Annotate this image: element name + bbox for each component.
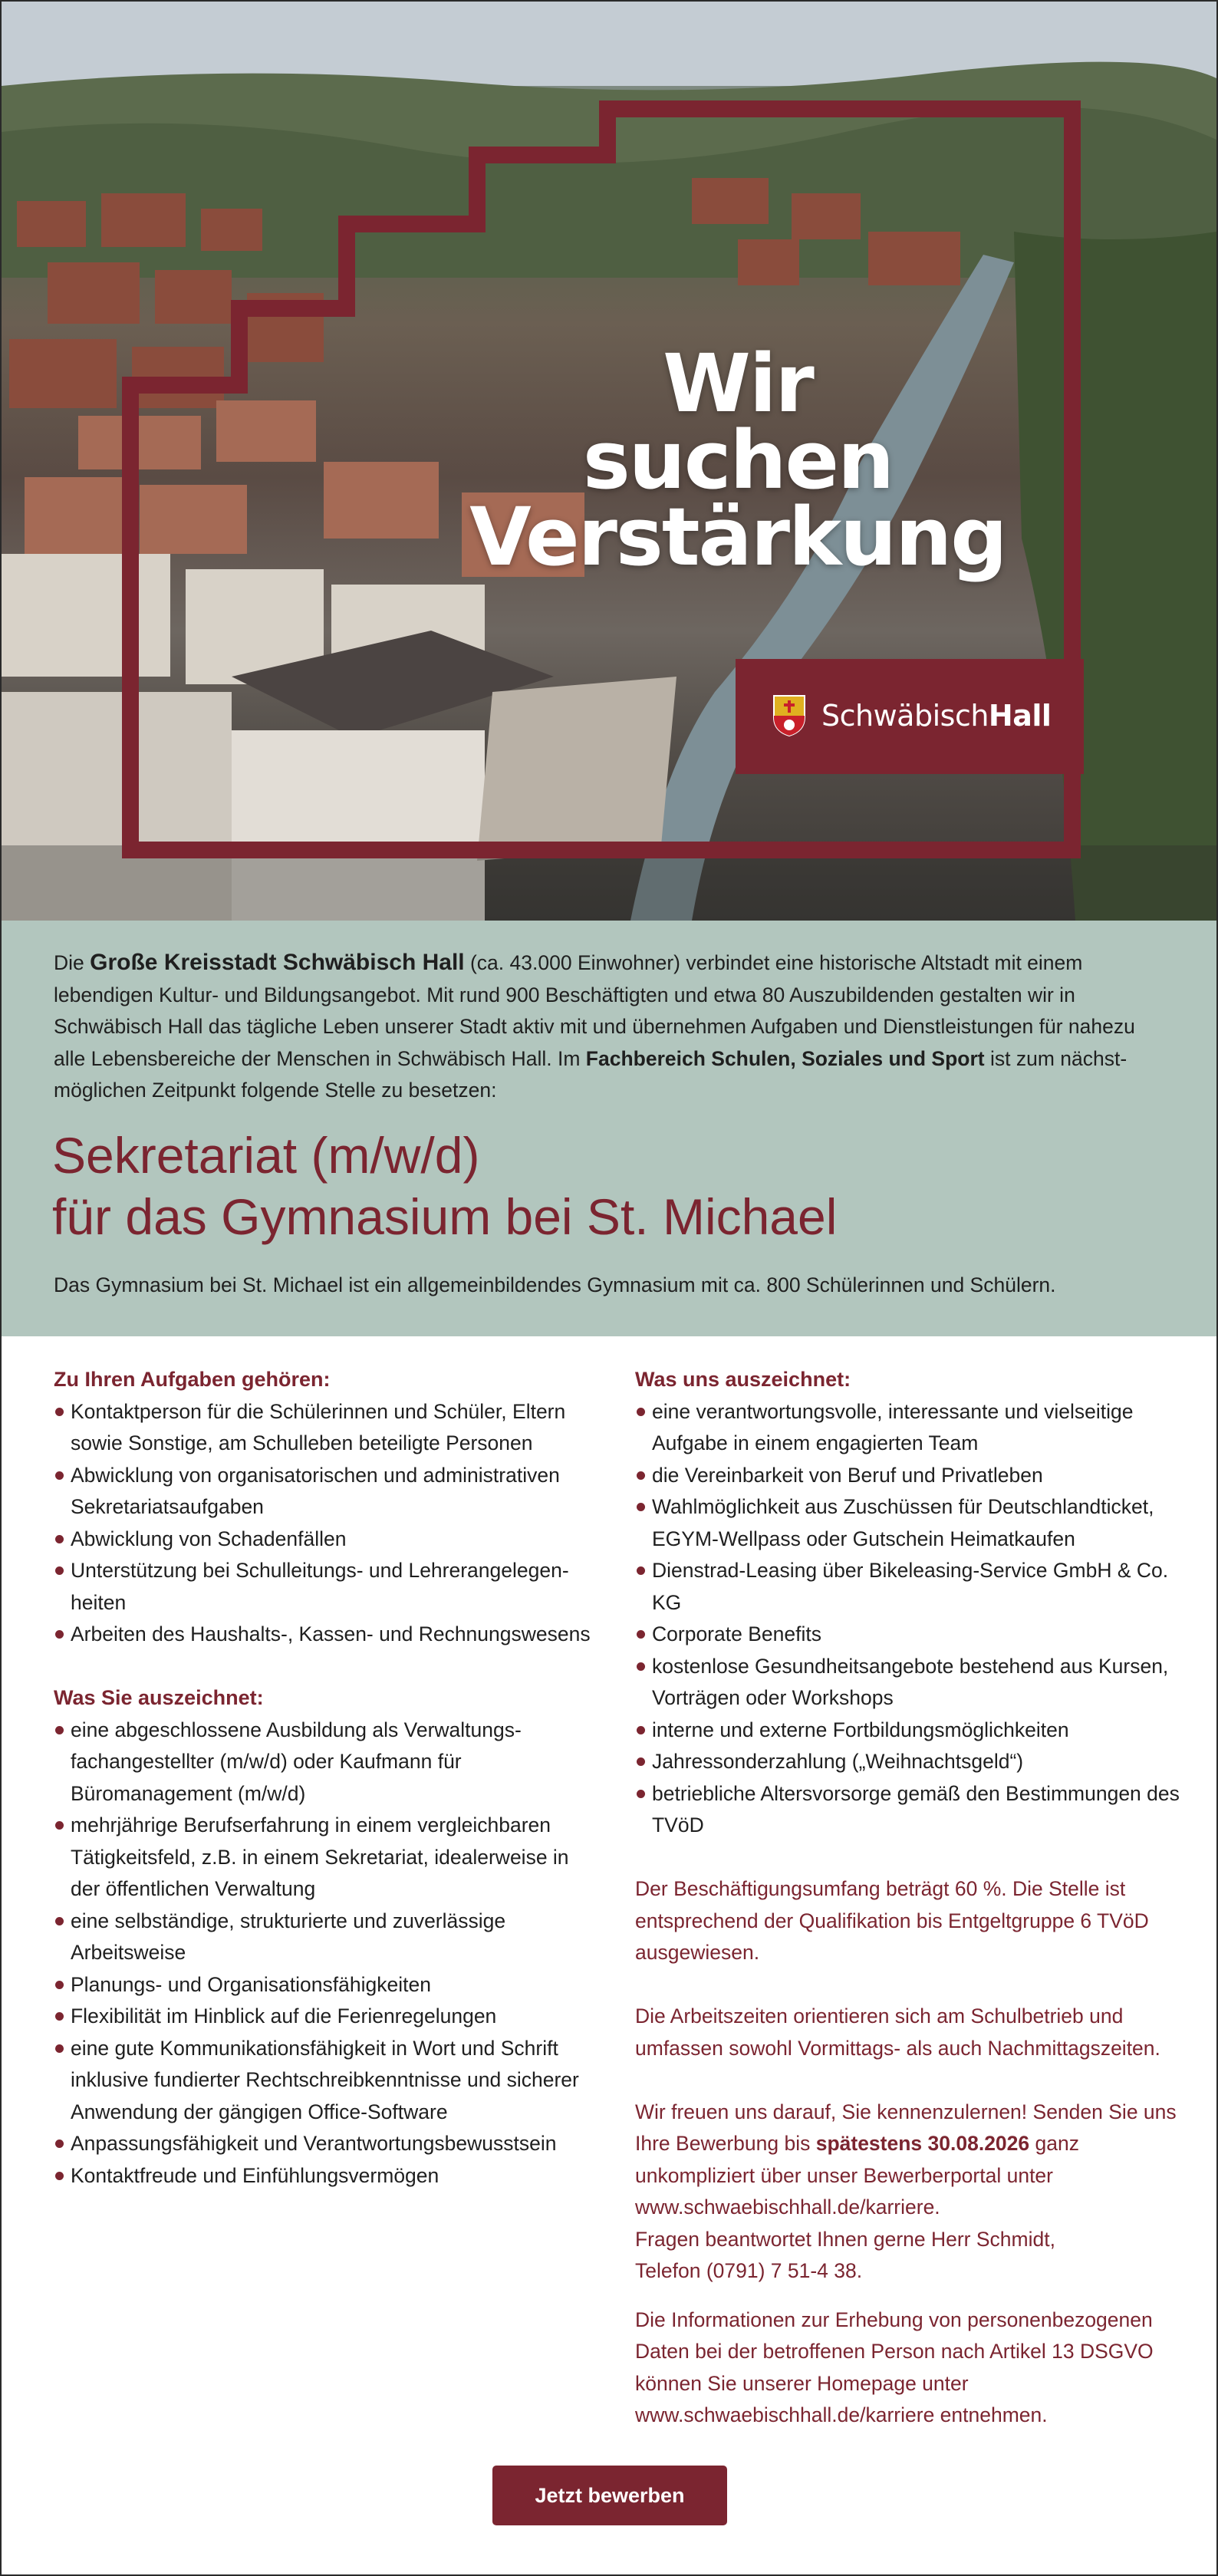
working-hours-text: Die Arbeitszeiten orientieren sich am Schulbetrieb und umfassen sowohl Vormittags- als auch Nachmittagszeiten. (635, 2004, 1160, 2060)
career-portal-link[interactable]: www.schwaebischhall.de/karriere. (635, 2196, 940, 2219)
hero-image (2, 2, 1216, 921)
list-item: Planungs- und Organisationsfähigkeiten (54, 1969, 591, 2001)
list-item: Arbeiten des Haushalts-, Kassen- und Rechnungswesens (54, 1619, 591, 1651)
offer-heading: Was uns auszeichnet: (635, 1368, 851, 1391)
privacy-notice: Die Informationen zur Erhebung von personenbezogenen Daten bei der betroffenen Person nach Artikel 13 DSGVO können Sie unserer Homepage unter www.schwaebischhall.de/karriere entnehmen. (635, 2308, 1154, 2426)
hero-headline-line-3: Verstärkung (469, 490, 1006, 584)
tasks-heading: Zu Ihren Aufgaben gehören: (54, 1368, 331, 1391)
city-crest-icon (772, 694, 806, 737)
list-item: die Vereinbarkeit von Beruf und Privatleben (635, 1460, 1187, 1492)
employment-scope-text: Der Beschäftigungsumfang beträgt 60 %. Die Stelle ist entsprechend der Qualifikation bis Entgeltgruppe 6 TVöD ausgewiesen. (635, 1877, 1149, 1964)
offer-list (635, 1396, 1187, 1842)
hero-headline-line-2: suchen (582, 413, 894, 507)
list-item: eine selbständige, strukturierte und zuverlässige Arbeitsweise (54, 1906, 591, 1969)
list-item: eine verantwortungsvolle, interessante und vielseitige Aufgabe in einem engagierten Team (635, 1396, 1187, 1460)
left-column (54, 1364, 591, 2192)
contact-phone: Telefon (0791) 7 51-4 38. (635, 2259, 863, 2282)
list-item: Abwicklung von organisatorischen und administrativen Sekretariatsaufgaben (54, 1460, 591, 1524)
contact-person: Fragen beantwortet Ihnen gerne Herr Schmidt, (635, 2227, 1055, 2251)
list-item: Kontaktperson für die Schülerinnen und Schüler, Eltern sowie Sonstige, am Schulleben beteiligte Personen (54, 1396, 591, 1460)
tasks-list (54, 1396, 591, 1651)
hero-headline-line-1: Wir (663, 337, 813, 430)
job-title (52, 1125, 1172, 1247)
list-item: eine abgeschlossene Ausbildung als Verwaltungs-fachangestellter (m/w/d) oder Kaufmann für Büromanagement (m/w/d) (54, 1715, 591, 1810)
list-item: kostenlose Gesundheitsangebote bestehend aus Kursen, Vorträgen oder Workshops (635, 1651, 1187, 1715)
job-title-line-1: Sekretariat (m/w/d) (52, 1127, 480, 1184)
list-item: mehrjährige Berufserfahrung in einem vergleichbaren Tätigkeitsfeld, z.B. in einem Sekretariat, idealerweise in der öffentlichen Verwaltung (54, 1810, 591, 1906)
intro-section (2, 921, 1216, 1336)
list-item: Abwicklung von Schadenfällen (54, 1524, 591, 1556)
list-item: eine gute Kommunikationsfähigkeit in Wort und Schrift inklusive fundierter Rechtschreibkenntnisse und sicherer Anwendung der gängigen Office-Software (54, 2033, 591, 2129)
list-item: Wahlmöglichkeit aus Zuschüssen für Deutschlandticket, EGYM-Wellpass oder Gutschein Heimatkaufen (635, 1491, 1187, 1555)
list-item: Flexibilität im Hinblick auf die Ferienregelungen (54, 2001, 591, 2033)
list-item: Kontaktfreude und Einfühlungsvermögen (54, 2160, 591, 2192)
profile-list (54, 1715, 591, 2192)
right-column (635, 1364, 1187, 2432)
intro-paragraph: Die Große Kreisstadt Schwäbisch Hall (ca. 43.000 Einwohner) verbindet eine historische Altstadt mit einem lebendigen Kultur- und Bildungsangebot. Mit rund 900 Beschäftigten und etwa 80 Auszubildenden gestalten wir in Schwäbisch Hall das tägliche Leben unserer Stadt aktiv mit und übernehmen Aufgaben und Dienstleistungen für nahezu alle Lebensbereiche der Menschen in Schwäbisch Hall. Im Fachbereich Schulen, Soziales und Sport ist zum nächst-möglichen Zeitpunkt folgende Stelle zu besetzen: (54, 950, 1135, 1102)
school-description: Das Gymnasium bei St. Michael ist ein allgemeinbildendes Gymnasium mit ca. 800 Schülerinnen und Schülern. (54, 1273, 1056, 1296)
application-text: Wir freuen uns darauf, Sie kennenzulernen! Senden Sie uns Ihre Bewerbung bis spätestens 30.08.2026 ganz unkompliziert über unser Bewerberportal unter (635, 2100, 1177, 2187)
hero-headline (462, 337, 1014, 584)
job-title-line-2: für das Gymnasium bei St. Michael (52, 1188, 838, 1245)
list-item: interne und externe Fortbildungsmöglichkeiten (635, 1715, 1187, 1747)
city-logo-wordmark: SchwäbischHall (821, 699, 1052, 733)
list-item: Corporate Benefits (635, 1619, 1187, 1651)
list-item: Jahressonderzahlung („Weihnachtsgeld“) (635, 1746, 1187, 1778)
profile-heading: Was Sie auszeichnet: (54, 1686, 264, 1709)
city-logo-box (736, 659, 1084, 774)
list-item: betriebliche Altersvorsorge gemäß den Bestimmungen des TVöD (635, 1778, 1187, 1842)
list-item: Unterstützung bei Schulleitungs- und Lehrerangelegen-heiten (54, 1555, 591, 1619)
list-item: Anpassungsfähigkeit und Verantwortungsbewusstsein (54, 2128, 591, 2160)
apply-now-button[interactable]: Jetzt bewerben (492, 2466, 727, 2525)
list-item: Dienstrad-Leasing über Bikeleasing-Service GmbH & Co. KG (635, 1555, 1187, 1619)
